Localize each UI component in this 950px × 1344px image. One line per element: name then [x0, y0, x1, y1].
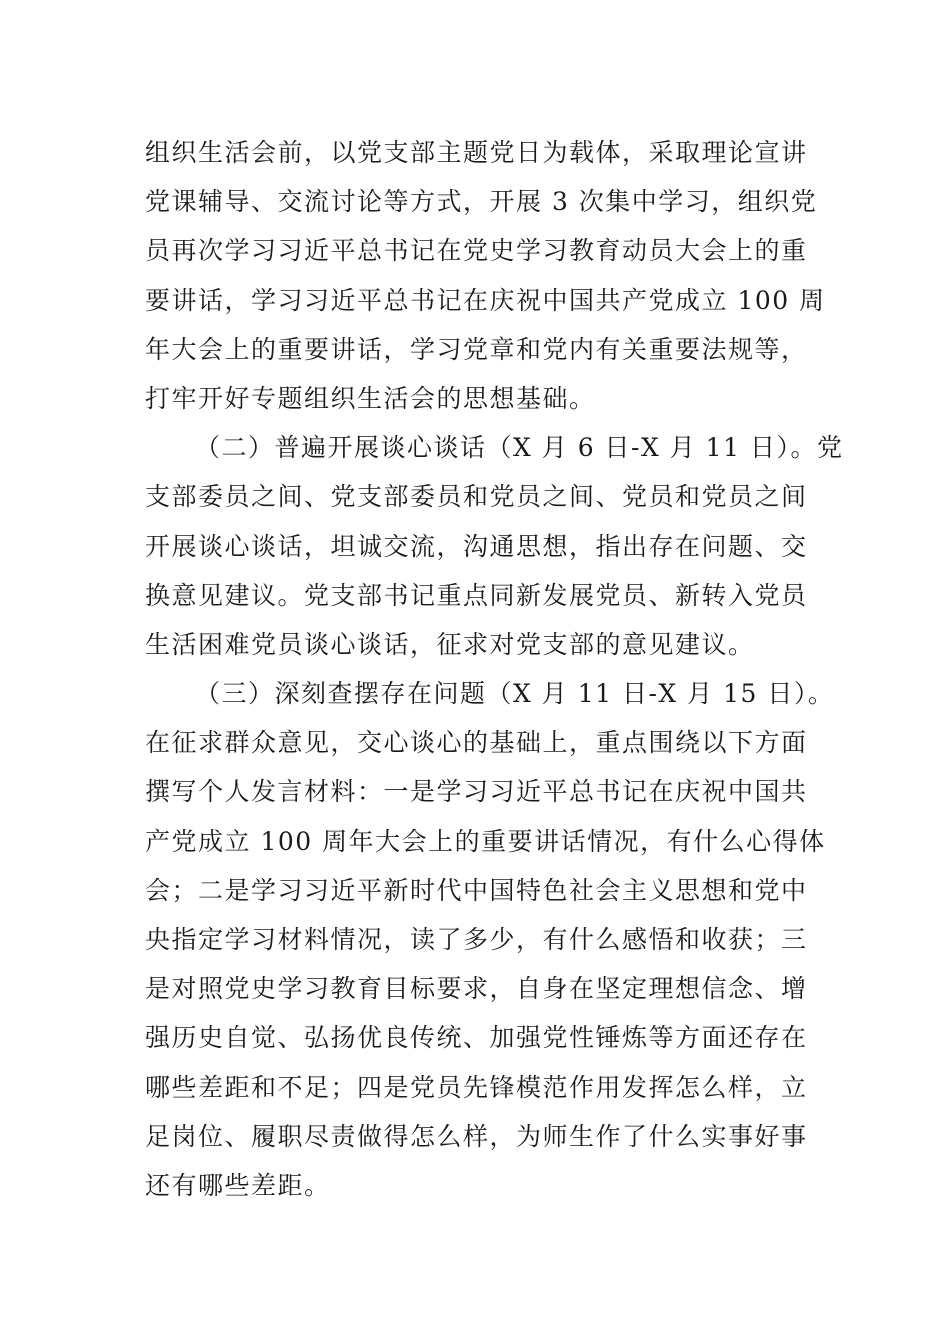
text-line: 换意见建议。党支部书记重点同新发展党员、新转入党员 [145, 580, 808, 610]
text-line: 在征求群众意见，交心谈心的基础上，重点围绕以下方面 [145, 728, 808, 758]
section-heading-line: （二）普遍开展谈心谈话（X 月 6 日-X 月 11 日）。党 [195, 433, 844, 463]
text-line: 产党成立 100 周年大会上的重要讲话情况，有什么心得体 [145, 826, 826, 856]
text-line: 强历史自觉、弘扬优良传统、加强党性锤炼等方面还存在 [145, 1023, 808, 1053]
paragraph-preparation-study [145, 128, 826, 423]
text-line: 党课辅导、交流讨论等方式，开展 3 次集中学习，组织党 [145, 187, 818, 217]
text-line: 央指定学习材料情况，读了多少，有什么感悟和收获；三 [145, 925, 808, 954]
text-line: 要讲话，学习习近平总书记在庆祝中国共产党成立 100 周 [145, 285, 826, 315]
document-body [145, 128, 844, 1210]
text-line: 年大会上的重要讲话，学习党章和党内有关重要法规等， [145, 334, 808, 364]
text-line: 还有哪些差距。 [145, 1170, 331, 1200]
text-line: 组织生活会前，以党支部主题党日为载体，采取理论宣讲 [145, 138, 808, 167]
text-line: 生活困难党员谈心谈话，征求对党支部的意见建议。 [145, 629, 755, 659]
text-line: 员再次学习习近平总书记在党史学习教育动员大会上的重 [145, 236, 808, 266]
text-line: 足岗位、履职尽责做得怎么样，为师生作了什么实事好事 [145, 1121, 808, 1151]
text-line: 会；二是学习习近平新时代中国特色社会主义思想和党中 [145, 875, 808, 905]
paragraph-heart-to-heart-talks [145, 423, 844, 669]
paragraph-identify-problems [145, 669, 835, 1210]
text-line: 支部委员之间、党支部委员和党员之间、党员和党员之间 [145, 482, 808, 512]
text-line: 哪些差距和不足；四是党员先锋模范作用发挥怎么样，立 [145, 1072, 808, 1102]
text-line: 开展谈心谈话，坦诚交流，沟通思想，指出存在问题、交 [145, 531, 808, 561]
text-line: 撰写个人发言材料：一是学习习近平总书记在庆祝中国共 [145, 777, 808, 807]
section-heading-line: （三）深刻查摆存在问题（X 月 11 日-X 月 15 日）。 [195, 679, 835, 709]
text-line: 打牢开好专题组织生活会的思想基础。 [145, 383, 596, 413]
text-line: 是对照党史学习教育目标要求，自身在坚定理想信念、增 [145, 974, 808, 1004]
